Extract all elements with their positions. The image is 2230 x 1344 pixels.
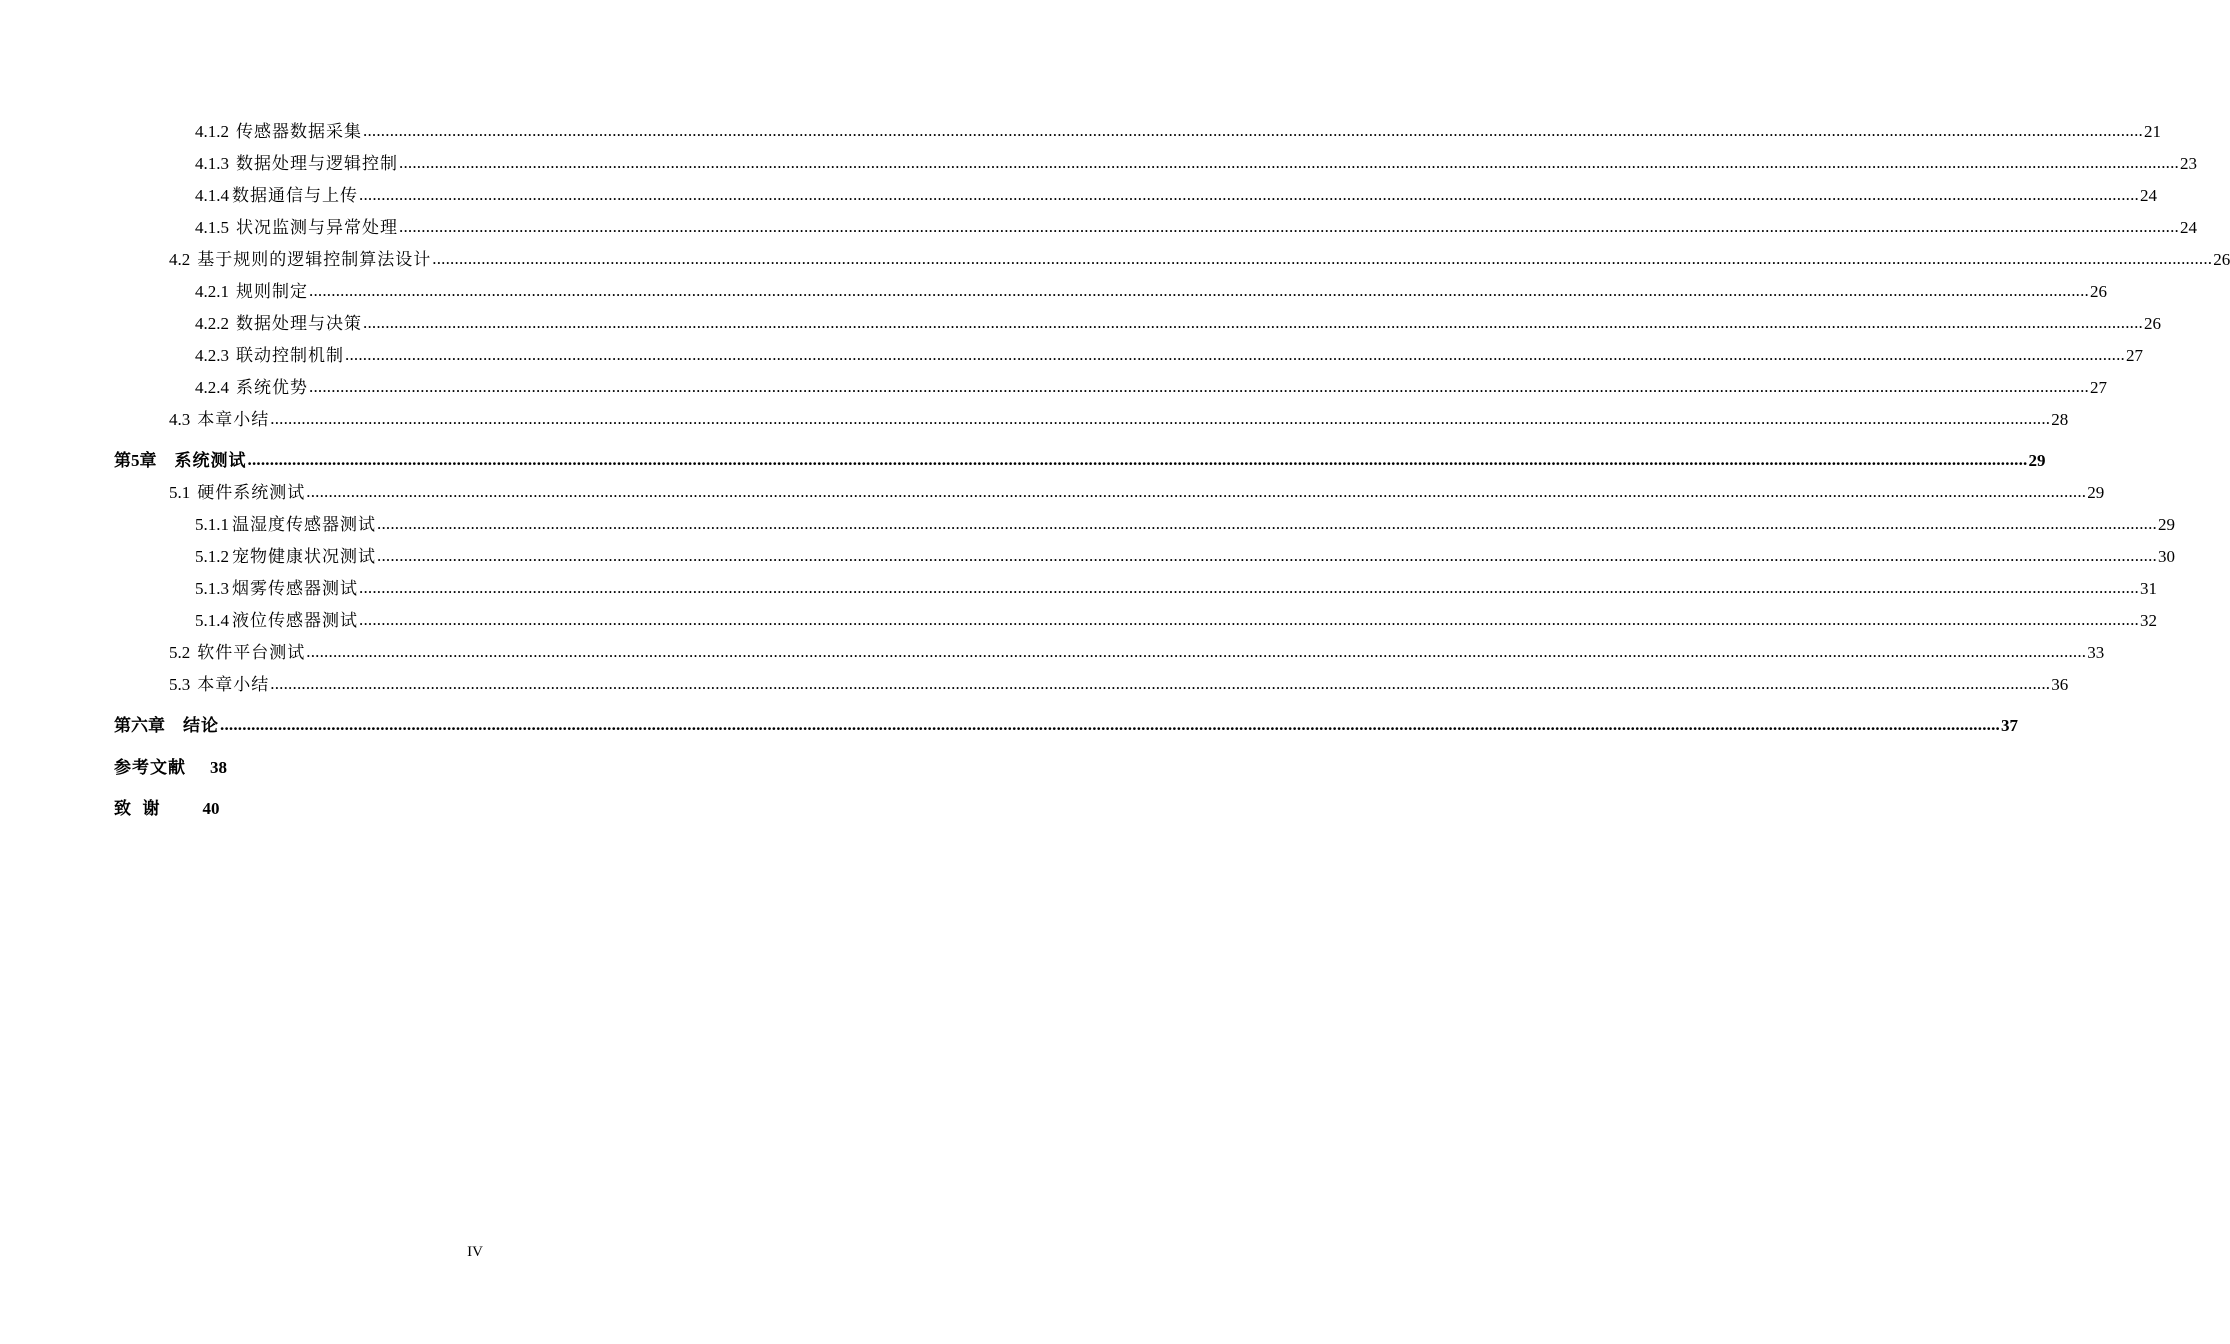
toc-entry-page: 32: [2140, 611, 2157, 630]
toc-entry-references[interactable]: [114, 757, 227, 779]
toc-entry-page: 26: [2213, 250, 2230, 269]
dot-leader: ................................................................................................................................................................................................................................................................................................................................................................................................................: [306, 642, 2087, 661]
toc-entry-title: 数据处理与逻辑控制: [236, 154, 398, 173]
toc-entry-page: 33: [2087, 643, 2105, 662]
dot-leader: ................................................................................................................................................................................................................................................................................................................................................................................................................: [220, 715, 2000, 734]
dot-leader: ................................................................................................................................................................................................................................................................................................................................................................................................................: [309, 377, 2089, 396]
toc-entry-4-1-5[interactable]: [195, 217, 2197, 239]
toc-entry-4-2[interactable]: [169, 249, 2230, 271]
toc-entry-page: 26: [2090, 282, 2107, 301]
toc-entry-title: 软件平台测试: [197, 643, 306, 662]
toc-entry-number: 第5章: [114, 451, 157, 470]
toc-entry-page: 30: [2158, 547, 2175, 566]
toc-entry-number: 5.1.4: [195, 611, 229, 630]
toc-entry-title: 温湿度传感器测试: [232, 515, 376, 534]
toc-entry-title: 传感器数据采集: [236, 122, 362, 141]
toc-entry-page: 29: [2158, 515, 2175, 534]
toc-entry-5-1-1[interactable]: [195, 514, 2175, 536]
toc-entry-5-2[interactable]: [169, 642, 2105, 664]
toc-entry-number: 5.1.2: [195, 547, 229, 566]
toc-entry-page: 29: [2028, 451, 2046, 470]
toc-entry-title: 参考文献: [114, 758, 186, 777]
toc-entry-number: 4.3: [169, 410, 191, 429]
toc-entry-number: 4.1.4: [195, 186, 229, 205]
toc-entry-title: 结论: [183, 716, 219, 735]
toc-entry-4-2-3[interactable]: [195, 345, 2143, 367]
toc-entry-5-1-3[interactable]: [195, 578, 2157, 600]
toc-entry-title: 状况监测与异常处理: [236, 218, 398, 237]
toc-entry-page: 29: [2087, 483, 2105, 502]
toc-entry-title: 系统测试: [174, 451, 247, 470]
toc-entry-page: 21: [2144, 122, 2161, 141]
dot-leader: ................................................................................................................................................................................................................................................................................................................................................................................................................: [399, 217, 2179, 236]
dot-leader: ................................................................................................................................................................................................................................................................................................................................................................................................................: [399, 153, 2179, 172]
toc-entry-chapter-6[interactable]: [114, 715, 2018, 737]
toc-entry-number: 4.1.5: [195, 218, 229, 237]
toc-entry-4-1-4[interactable]: [195, 185, 2157, 207]
toc-entry-4-2-4[interactable]: [195, 377, 2107, 399]
toc-entry-number: 5.1.3: [195, 579, 229, 598]
toc-entry-page: 38: [210, 758, 227, 777]
toc-entry-5-3[interactable]: [169, 674, 2069, 696]
toc-entry-page: 40: [202, 799, 220, 818]
toc-entry-number: 5.3: [169, 675, 191, 694]
toc-entry-number: 4.2.1: [195, 282, 229, 301]
toc-entry-title: 数据处理与决策: [236, 314, 362, 333]
toc-entry-title: 宠物健康状况测试: [232, 547, 376, 566]
toc-entry-title: 液位传感器测试: [232, 611, 358, 630]
toc-entry-number: 4.1.3: [195, 154, 229, 173]
toc-entry-page: 28: [2051, 410, 2069, 429]
toc-entry-number: 4.2.2: [195, 314, 229, 333]
toc-entry-4-2-2[interactable]: [195, 313, 2161, 335]
toc-entry-number: 第六章: [114, 716, 165, 735]
toc-entry-title: 系统优势: [236, 378, 308, 397]
toc-entry-title: 规则制定: [236, 282, 308, 301]
toc-entry-number: 4.1.2: [195, 122, 229, 141]
toc-entry-5-1-4[interactable]: [195, 610, 2157, 632]
dot-leader: ................................................................................................................................................................................................................................................................................................................................................................................................................: [377, 514, 2157, 533]
toc-entry-page: 26: [2144, 314, 2161, 333]
toc-entry-4-1-2[interactable]: [195, 121, 2161, 143]
toc-entry-title: 本章小结: [197, 410, 270, 429]
dot-leader: ................................................................................................................................................................................................................................................................................................................................................................................................................: [247, 450, 2028, 469]
dot-leader: ................................................................................................................................................................................................................................................................................................................................................................................................................: [359, 578, 2139, 597]
toc-entry-5-1-2[interactable]: [195, 546, 2175, 568]
toc-entry-page: 23: [2180, 154, 2197, 173]
toc-entry-title: 基于规则的逻辑控制算法设计: [197, 250, 432, 269]
toc-entry-number: 5.2: [169, 643, 191, 662]
toc-entry-4-2-1[interactable]: [195, 281, 2107, 303]
page-number: IV: [467, 1244, 483, 1260]
toc-entry-page: 24: [2140, 186, 2157, 205]
toc-entry-page: 27: [2126, 346, 2143, 365]
toc-entry-title: 烟雾传感器测试: [232, 579, 358, 598]
toc-entry-number: 5.1.1: [195, 515, 229, 534]
toc-entry-4-1-3[interactable]: [195, 153, 2197, 175]
dot-leader: ................................................................................................................................................................................................................................................................................................................................................................................................................: [270, 409, 2051, 428]
dot-leader: ................................................................................................................................................................................................................................................................................................................................................................................................................: [359, 610, 2139, 629]
toc-entry-number: 4.2.3: [195, 346, 229, 365]
toc-entry-chapter-5[interactable]: [114, 450, 2046, 472]
toc-entry-number: 4.2.4: [195, 378, 229, 397]
dot-leader: ................................................................................................................................................................................................................................................................................................................................................................................................................: [377, 546, 2157, 565]
toc-entry-page: 37: [2001, 716, 2018, 735]
toc-entry-title: 本章小结: [197, 675, 270, 694]
toc-entry-4-3[interactable]: [169, 409, 2069, 431]
dot-leader: ................................................................................................................................................................................................................................................................................................................................................................................................................: [363, 121, 2143, 140]
toc-entry-page: 31: [2140, 579, 2157, 598]
dot-leader: ................................................................................................................................................................................................................................................................................................................................................................................................................: [345, 345, 2125, 364]
toc-entry-title: 联动控制机制: [236, 346, 344, 365]
dot-leader: ................................................................................................................................................................................................................................................................................................................................................................................................................: [309, 281, 2089, 300]
toc-entry-title: 硬件系统测试: [197, 483, 306, 502]
toc-entry-number: 4.2: [169, 250, 191, 269]
dot-leader: ................................................................................................................................................................................................................................................................................................................................................................................................................: [270, 674, 2051, 693]
toc-entry-5-1[interactable]: [169, 482, 2105, 504]
toc-entry-page: 36: [2051, 675, 2069, 694]
toc-entry-acknowledgements[interactable]: [114, 798, 220, 820]
toc-entry-page: 27: [2090, 378, 2107, 397]
dot-leader: ................................................................................................................................................................................................................................................................................................................................................................................................................: [306, 482, 2087, 501]
dot-leader: ................................................................................................................................................................................................................................................................................................................................................................................................................: [432, 249, 2213, 268]
toc-entry-number: 5.1: [169, 483, 191, 502]
dot-leader: ................................................................................................................................................................................................................................................................................................................................................................................................................: [359, 185, 2139, 204]
toc-entry-title: 数据通信与上传: [232, 186, 358, 205]
dot-leader: ................................................................................................................................................................................................................................................................................................................................................................................................................: [363, 313, 2143, 332]
toc-entry-page: 24: [2180, 218, 2197, 237]
toc-entry-title: 致 谢: [114, 799, 161, 818]
